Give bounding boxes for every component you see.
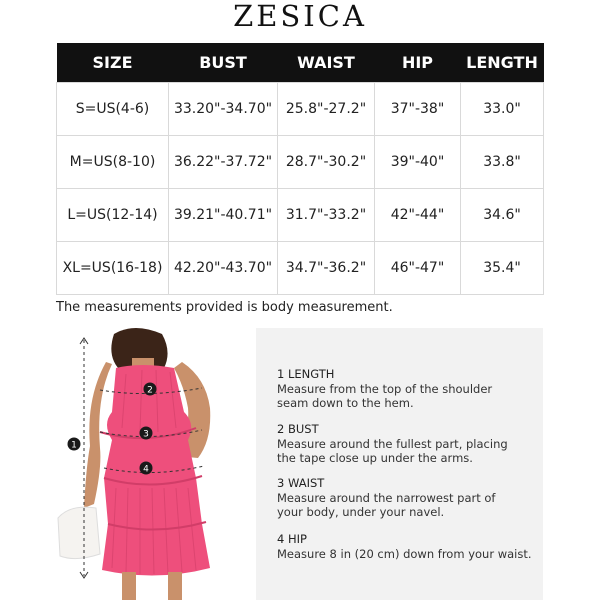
instruction-hip — [277, 532, 532, 561]
table-row — [57, 83, 544, 136]
column-header-length: LENGTH — [461, 43, 544, 83]
instruction-title: 1 LENGTH — [277, 367, 335, 381]
instruction-text: Measure around the narrowest part of — [277, 490, 496, 505]
marker-2 — [144, 383, 157, 396]
size-chart-table — [56, 43, 544, 295]
size-cell: XL=US(16-18) — [57, 242, 169, 295]
instruction-waist — [277, 476, 495, 520]
instruction-length — [277, 367, 492, 411]
marker-4 — [140, 462, 153, 475]
waist-cell: 28.7"-30.2" — [278, 136, 375, 189]
bust-cell: 33.20"-34.70" — [169, 83, 278, 136]
marker-3-label: 3 — [143, 429, 149, 440]
measurement-note: The measurements provided is body measurement. — [56, 300, 393, 315]
instruction-bust — [277, 422, 508, 466]
bust-cell: 39.21"-40.71" — [169, 189, 278, 242]
size-cell: S=US(4-6) — [57, 83, 169, 136]
length-cell: 34.6" — [461, 189, 544, 242]
hip-cell: 37"-38" — [375, 83, 461, 136]
table-row — [57, 189, 544, 242]
size-cell: M=US(8-10) — [57, 136, 169, 189]
marker-2-label: 2 — [147, 385, 153, 396]
brand-logo: ZESICA — [233, 0, 367, 33]
size-cell: L=US(12-14) — [57, 189, 169, 242]
instruction-text: your body, under your navel. — [277, 505, 445, 519]
waist-cell: 34.7"-36.2" — [278, 242, 375, 295]
instruction-text: Measure from the top of the shoulder — [277, 381, 493, 396]
table-row — [57, 136, 544, 189]
leg-shape — [168, 572, 182, 600]
hip-cell: 39"-40" — [375, 136, 461, 189]
dress-illustration — [56, 328, 256, 600]
waist-cell: 31.7"-33.2" — [278, 189, 375, 242]
bust-cell: 36.22"-37.72" — [169, 136, 278, 189]
waist-cell: 25.8"-27.2" — [278, 83, 375, 136]
length-cell: 35.4" — [461, 242, 544, 295]
marker-1-label: 1 — [71, 440, 77, 451]
table-header-row — [57, 43, 544, 83]
instruction-text: Measure 8 in (20 cm) down from your waist. — [277, 546, 532, 561]
column-header-hip: HIP — [375, 43, 461, 83]
handbag-shape — [58, 507, 100, 558]
column-header-waist: WAIST — [278, 43, 375, 83]
length-cell: 33.0" — [461, 83, 544, 136]
column-header-size: SIZE — [57, 43, 169, 83]
instruction-title: 3 WAIST — [277, 476, 325, 490]
column-header-bust: BUST — [169, 43, 278, 83]
marker-3 — [140, 427, 153, 440]
instruction-title: 4 HIP — [277, 532, 307, 546]
instruction-text: the tape close up under the arms. — [277, 451, 473, 465]
instruction-title: 2 BUST — [277, 422, 319, 436]
length-cell: 33.8" — [461, 136, 544, 189]
hip-cell: 42"-44" — [375, 189, 461, 242]
marker-1 — [68, 438, 81, 451]
model-photo — [56, 328, 256, 600]
marker-4-label: 4 — [143, 464, 149, 475]
bust-cell: 42.20"-43.70" — [169, 242, 278, 295]
table-row — [57, 242, 544, 295]
measuring-guide-panel — [256, 328, 543, 600]
instruction-text: Measure around the fullest part, placing — [277, 436, 508, 451]
instruction-text: seam down to the hem. — [277, 396, 414, 410]
leg-shape — [122, 572, 136, 600]
hip-cell: 46"-47" — [375, 242, 461, 295]
